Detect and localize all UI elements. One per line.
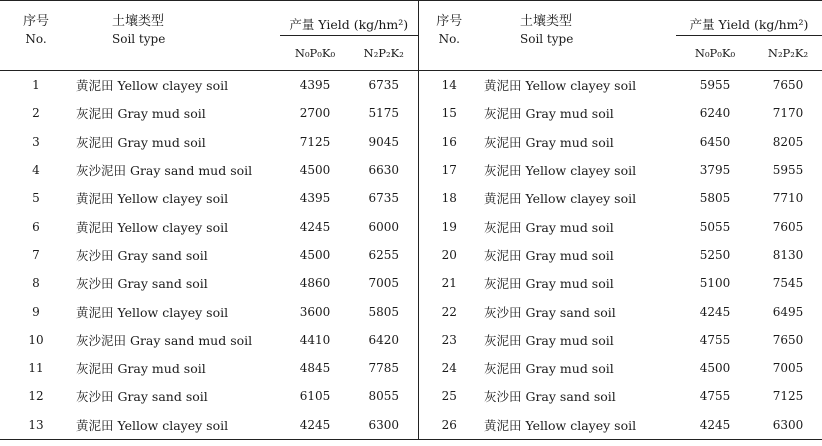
table-row (0, 297, 822, 325)
row-number: 5 (32, 191, 40, 206)
row-yield-n2: 6735 (368, 191, 400, 206)
row-number: 11 (28, 361, 44, 376)
row-soil-type: 灰沙泥田 Gray sand mud soil (76, 332, 253, 348)
table-row (0, 354, 822, 382)
row-yield-n2: 7170 (772, 106, 804, 121)
row-number: 21 (418, 269, 480, 297)
table-row (0, 326, 822, 354)
row-soil-type: 灰泥田 Yellow clayey soil (484, 163, 637, 179)
row-number: 17 (418, 156, 480, 184)
row-number: 26 (418, 411, 480, 440)
row-soil-type: 灰泥田 Gray mud soil (484, 361, 614, 377)
row-yield-n0: 4845 (299, 361, 331, 376)
row-soil-type: 灰泥田 Gray mud soil (76, 106, 206, 122)
table-row (0, 99, 822, 127)
row-soil-type: 灰沙泥田 Gray sand mud soil (76, 163, 253, 179)
table-row (0, 156, 822, 184)
row-number: 8 (32, 276, 40, 291)
row-yield-n2: 7785 (368, 361, 400, 376)
row-number: 25 (418, 382, 480, 410)
row-yield-n2: 6300 (350, 411, 418, 440)
row-soil-type: 灰泥田 Gray mud soil (484, 219, 614, 235)
row-yield-n0: 4245 (699, 304, 731, 319)
row-soil-type: 黄泥田 Yellow clayey soil (72, 411, 280, 440)
table-row (0, 241, 822, 269)
row-yield-n2: 6495 (772, 304, 804, 319)
row-yield-n0: 5805 (699, 191, 731, 206)
header-row-top (0, 1, 822, 36)
row-yield-n0: 6450 (699, 134, 731, 149)
row-soil-type: 灰泥田 Gray mud soil (484, 332, 614, 348)
soil-header-left: 土壤类型 Soil type (72, 1, 280, 71)
row-yield-n0: 3600 (299, 304, 331, 319)
row-soil-type: 灰沙田 Gray sand soil (76, 247, 208, 263)
row-soil-type: 灰泥田 Gray mud soil (484, 247, 614, 263)
row-number: 20 (418, 241, 480, 269)
col-n0-header-left: N₀P₀K₀ (280, 36, 350, 71)
row-soil-type: 灰沙田 Gray sand soil (484, 389, 616, 405)
row-yield-n2: 6420 (368, 332, 400, 347)
yield-header-left: 产量 Yield (kg/hm²) (280, 1, 418, 36)
row-yield-n0: 4395 (299, 191, 331, 206)
row-yield-n2: 6735 (368, 78, 400, 93)
row-yield-n0: 4395 (299, 78, 331, 93)
row-yield-n0: 4860 (299, 276, 331, 291)
row-number: 1 (32, 78, 40, 93)
row-number: 6 (32, 219, 40, 234)
row-soil-type: 灰沙田 Gray sand soil (76, 276, 208, 292)
row-yield-n2: 7545 (772, 276, 804, 291)
row-number: 23 (418, 326, 480, 354)
row-yield-n2: 7605 (772, 219, 804, 234)
table-row (0, 71, 822, 100)
row-yield-n2: 6300 (754, 411, 822, 440)
row-yield-n2: 7005 (368, 276, 400, 291)
col-n2-header-left: N₂P₂K₂ (350, 36, 418, 71)
row-soil-type: 黄泥田 Yellow clayey soil (76, 78, 229, 94)
seq-header-right: 序号 No. (418, 1, 480, 71)
row-yield-n0: 5100 (699, 276, 731, 291)
row-soil-type: 黄泥田 Yellow clayey soil (484, 78, 637, 94)
row-number: 2 (32, 106, 40, 121)
row-soil-type: 黄泥田 Yellow clayey soil (484, 191, 637, 207)
row-soil-type: 灰沙田 Gray sand soil (484, 304, 616, 320)
row-yield-n0: 5055 (699, 219, 731, 234)
row-number: 18 (418, 184, 480, 212)
row-yield-n2: 7125 (772, 389, 804, 404)
row-soil-type: 黄泥田 Yellow clayey soil (76, 191, 229, 207)
row-yield-n2: 7650 (772, 332, 804, 347)
row-number: 3 (32, 134, 40, 149)
row-yield-n0: 4755 (699, 332, 731, 347)
col-n2-header-right: N₂P₂K₂ (754, 36, 822, 71)
row-number: 16 (418, 128, 480, 156)
seq-header-left: 序号 No. (0, 1, 72, 71)
row-yield-n0: 2700 (299, 106, 331, 121)
table-row (0, 269, 822, 297)
row-number: 12 (28, 389, 44, 404)
row-yield-n0: 6105 (299, 389, 331, 404)
row-soil-type: 灰泥田 Gray mud soil (76, 361, 206, 377)
row-yield-n2: 5955 (772, 163, 804, 178)
row-yield-n0: 4410 (299, 332, 331, 347)
row-number: 14 (418, 71, 480, 100)
table-row (0, 184, 822, 212)
row-yield-n0: 4500 (299, 247, 331, 262)
row-yield-n2: 6255 (368, 247, 400, 262)
row-number: 22 (418, 297, 480, 325)
row-soil-type: 黄泥田 Yellow clayey soil (76, 304, 229, 320)
row-soil-type: 灰沙田 Gray sand soil (76, 389, 208, 405)
row-number: 4 (32, 163, 40, 178)
row-yield-n2: 7005 (772, 361, 804, 376)
row-soil-type: 黄泥田 Yellow clayey soil (76, 219, 229, 235)
row-yield-n2: 7710 (772, 191, 804, 206)
row-soil-type: 灰泥田 Gray mud soil (484, 134, 614, 150)
row-soil-type: 黄泥田 Yellow clayey soil (480, 411, 676, 440)
row-yield-n2: 6000 (368, 219, 400, 234)
row-number: 19 (418, 212, 480, 240)
table-row (0, 382, 822, 410)
row-yield-n0: 3795 (699, 163, 731, 178)
row-yield-n0: 7125 (299, 134, 331, 149)
row-yield-n2: 8055 (368, 389, 400, 404)
row-yield-n2: 7650 (772, 78, 804, 93)
row-yield-n0: 4755 (699, 389, 731, 404)
row-yield-n2: 8205 (772, 134, 804, 149)
row-yield-n0: 6240 (699, 106, 731, 121)
row-number: 13 (0, 411, 72, 440)
row-soil-type: 灰泥田 Gray mud soil (484, 276, 614, 292)
row-yield-n0: 5955 (699, 78, 731, 93)
row-yield-n2: 6630 (368, 163, 400, 178)
row-yield-n2: 8130 (772, 247, 804, 262)
row-yield-n0: 4245 (676, 411, 754, 440)
row-yield-n0: 5250 (699, 247, 731, 262)
row-yield-n2: 5805 (368, 304, 400, 319)
row-soil-type: 灰泥田 Gray mud soil (484, 106, 614, 122)
table-body (0, 71, 822, 440)
col-n0-header-right: N₀P₀K₀ (676, 36, 754, 71)
table-row (0, 411, 822, 440)
row-number: 15 (418, 99, 480, 127)
row-number: 10 (28, 332, 44, 347)
table-row (0, 212, 822, 240)
row-number: 9 (32, 304, 40, 319)
row-soil-type: 灰泥田 Gray mud soil (76, 134, 206, 150)
row-yield-n0: 4500 (299, 163, 331, 178)
row-yield-n2: 9045 (368, 134, 400, 149)
soil-header-right: 土壤类型 Soil type (480, 1, 676, 71)
row-yield-n2: 5175 (368, 106, 400, 121)
row-yield-n0: 4500 (699, 361, 731, 376)
row-number: 7 (32, 247, 40, 262)
row-yield-n0: 4245 (280, 411, 350, 440)
yield-header-right: 产量 Yield (kg/hm²) (676, 1, 822, 36)
row-number: 24 (418, 354, 480, 382)
table-row (0, 128, 822, 156)
row-yield-n0: 4245 (299, 219, 331, 234)
